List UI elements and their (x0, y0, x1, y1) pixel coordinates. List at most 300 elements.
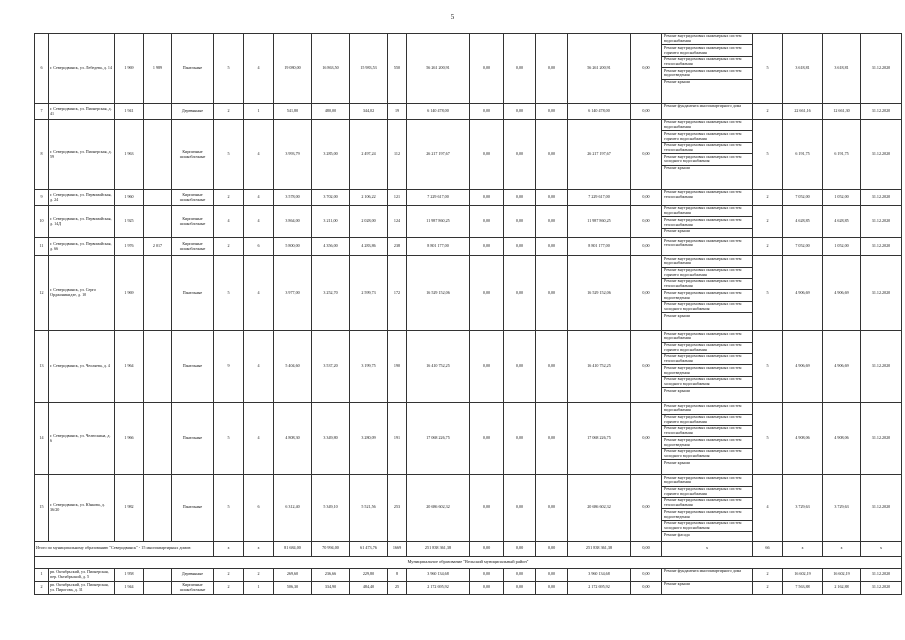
cell-s2: 4 356,00 (312, 238, 350, 256)
work-type-item: Ремонт фундамента многоквартирного дома (664, 568, 742, 573)
work-types-cell (662, 403, 753, 475)
work-type-item: Ремонт внутридомовых инженерных систем горячего водоснабжения (662, 415, 752, 426)
cell-mat: Деревянные (172, 104, 214, 120)
section-cell-y1: 1 944 (115, 581, 144, 594)
work-types-cell (662, 120, 753, 190)
cell-en: 4 (244, 120, 274, 190)
cell-f5: 0,00 (631, 104, 662, 120)
work-type-item: Ремонт внутридомовых инженерных систем водоснабжения (662, 206, 752, 217)
cell-addr: г. Северодвинск, ул. Лебедева, д. 14 (49, 34, 115, 104)
section-cell-s2: 334,90 (312, 581, 350, 594)
cell-s1: 5 800,00 (274, 238, 312, 256)
total-en: x (244, 541, 274, 556)
table-row (35, 190, 902, 206)
section-cell-f4: 2 172 695,92 (568, 581, 631, 594)
cell-f2: 0,00 (504, 256, 536, 331)
cell-f5: 0,00 (631, 331, 662, 403)
cell-s3: 3 280,09 (350, 403, 388, 475)
cell-f3: 0,00 (536, 331, 568, 403)
total-f5: 0,00 (631, 541, 662, 556)
cell-y2 (144, 475, 172, 541)
cell-k: 5 (753, 120, 783, 190)
cell-addr: г. Северодвинск, ул. Чеоляева, д. 4 (49, 331, 115, 403)
section-cell-f1: 0,00 (470, 581, 504, 594)
work-type-item: Ремонт внутридомовых инженерных систем водоотведения (662, 509, 752, 520)
cell-f2: 0,00 (504, 120, 536, 190)
cell-y2 (144, 190, 172, 206)
section-cell-k: 2 (753, 568, 783, 581)
cell-u1: 7 052,00 (783, 238, 823, 256)
cell-f5: 0,00 (631, 34, 662, 104)
work-type-item: Ремонт внутридомовых инженерных систем водоснабжения (662, 256, 752, 267)
cell-addr: г. Северодвинск, ул. Пионерская, д. 59 (49, 120, 115, 190)
cell-en: 1 (244, 104, 274, 120)
cell-k: 4 (753, 475, 783, 541)
cell-en: 4 (244, 256, 274, 331)
cell-y1: 1 963 (115, 120, 144, 190)
section-cell-f2: 0,00 (504, 581, 536, 594)
work-types-cell (662, 34, 753, 104)
cell-p: 253 (388, 475, 407, 541)
cell-u2: 4 906,69 (823, 256, 861, 331)
cell-k: 5 (753, 256, 783, 331)
cell-fl: 2 (214, 190, 244, 206)
section-header-row (35, 556, 902, 568)
work-types-cell (662, 190, 753, 206)
cell-p: 19 (388, 104, 407, 120)
cell-f3: 0,00 (536, 190, 568, 206)
cell-n: 7 (35, 104, 49, 120)
cell-f3: 0,00 (536, 475, 568, 541)
cell-s3: 344,02 (350, 104, 388, 120)
cell-u2: 3 729,63 (823, 475, 861, 541)
cell-addr: г. Северодвинск, ул. Первомайская, д. 14Д (49, 206, 115, 238)
cell-s1: 541,80 (274, 104, 312, 120)
cell-f1: 0,00 (470, 331, 504, 403)
cell-n: 10 (35, 206, 49, 238)
work-type-item: Ремонт фасада (664, 531, 690, 537)
section-cell-f5: 0,00 (631, 581, 662, 594)
section-cell-y2 (144, 581, 172, 594)
cell-p: 191 (388, 403, 407, 475)
work-type-item: Ремонт внутридомовых инженерных систем водоотведения (662, 365, 752, 376)
cell-mat: Панельные (172, 403, 214, 475)
cell-f4: 8 801 177,00 (568, 238, 631, 256)
total-u2: x (823, 541, 861, 556)
work-type-item: Ремонт внутридомовых инженерных систем теплоснабжения (662, 217, 752, 228)
cell-fl: 5 (214, 256, 244, 331)
cell-f5: 0,00 (631, 475, 662, 541)
cell-mat: Кирпичные шлакоблочные (172, 238, 214, 256)
work-type-item: Ремонт внутридомовых инженерных систем теплоснабжения (662, 143, 752, 154)
total-f4: 251 838 361,38 (568, 541, 631, 556)
cell-f4: 7 229 617,00 (568, 190, 631, 206)
table-row (35, 581, 902, 594)
cell-c: 11 987 860,25 (407, 206, 470, 238)
cell-s1: 5 404,60 (274, 331, 312, 403)
cell-d: 31.12.2020 (861, 403, 902, 475)
section-cell-mat: Кирпичные шлакоблочные (172, 581, 214, 594)
cell-f1: 0,00 (470, 34, 504, 104)
work-type-item: Ремонт крыши (664, 581, 690, 586)
cell-fl: 5 (214, 475, 244, 541)
work-types-cell (662, 475, 753, 541)
table-row (35, 256, 902, 331)
cell-addr: г. Северодвинск, ул. Юнкова, д. 36/20 (49, 475, 115, 541)
cell-addr: г. Северодвинск, ул. Пионерская, д. 41 (49, 104, 115, 120)
cell-f2: 0,00 (504, 475, 536, 541)
cell-f1: 0,00 (470, 190, 504, 206)
section-cell-f1: 0,00 (470, 568, 504, 581)
cell-f3: 0,00 (536, 403, 568, 475)
work-types-cell (662, 238, 753, 256)
work-type-item: Ремонт внутридомовых инженерных систем теплоснабжения (662, 354, 752, 365)
cell-u1: 3 729,63 (783, 475, 823, 541)
cell-f2: 0,00 (504, 206, 536, 238)
work-type-item: Ремонт внутридомовых инженерных систем горячего водоснабжения (662, 131, 752, 142)
cell-p: 112 (388, 120, 407, 190)
cell-f1: 0,00 (470, 256, 504, 331)
work-type-item: Ремонт внутридомовых инженерных систем теплоснабжения (662, 498, 752, 509)
cell-s1: 4 808,30 (274, 403, 312, 475)
cell-y1: 1 941 (115, 104, 144, 120)
total-k: 66 (753, 541, 783, 556)
total-f2: 0,00 (504, 541, 536, 556)
cell-f3: 0,00 (536, 34, 568, 104)
cell-en: 6 (244, 475, 274, 541)
cell-y1: 1 969 (115, 34, 144, 104)
cell-k: 5 (753, 34, 783, 104)
total-c: 251 838 361,38 (407, 541, 470, 556)
cell-mat: Панельные (172, 331, 214, 403)
total-label: Итого по муниципальному образованию "Северодвинск" - 15 многоквартирных домов: (35, 541, 214, 556)
cell-f1: 0,00 (470, 475, 504, 541)
table-row (35, 238, 902, 256)
section-cell-fl: 2 (214, 581, 244, 594)
cell-u2: 3 618,81 (823, 34, 861, 104)
cell-f4: 16 410 752,25 (568, 331, 631, 403)
cell-n: 15 (35, 475, 49, 541)
section-cell-addr: рп. Октябрьский, ул. Пионерская, ул. Пирогова, д. 31 (49, 581, 115, 594)
cell-s3: 4 283,86 (350, 238, 388, 256)
total-d: x (861, 541, 902, 556)
section-cell-u1: 16 602,19 (783, 568, 823, 581)
total-row (35, 541, 902, 556)
work-type-item: Ремонт внутридомовых инженерных систем горячего водоснабжения (662, 487, 752, 498)
cell-y2 (144, 120, 172, 190)
table-row (35, 331, 902, 403)
section-cell-en: 2 (244, 568, 274, 581)
cell-d: 31.12.2020 (861, 206, 902, 238)
cell-n: 11 (35, 238, 49, 256)
cell-y2: 2 017 (144, 238, 172, 256)
section-cell-n: 1 (35, 568, 49, 581)
work-type-item: Ремонт внутридомовых инженерных систем горячего водоснабжения (662, 343, 752, 354)
cell-s3: 2 028,00 (350, 206, 388, 238)
capital-repair-register-table (34, 33, 902, 595)
cell-en: 4 (244, 403, 274, 475)
cell-mat: Кирпичные шлакоблочные (172, 120, 214, 190)
cell-p: 124 (388, 206, 407, 238)
cell-c: 6 140 478,00 (407, 104, 470, 120)
cell-c: 16 529 152,06 (407, 256, 470, 331)
cell-y2 (144, 206, 172, 238)
cell-y1: 1 925 (115, 206, 144, 238)
cell-s1: 3 977,00 (274, 256, 312, 331)
cell-s2: 3 349,80 (312, 403, 350, 475)
section-cell-s2: 236,66 (312, 568, 350, 581)
work-type-item: Ремонт внутридомовых инженерных систем водоснабжения (662, 403, 752, 414)
cell-u1: 6 191,75 (783, 120, 823, 190)
cell-d: 31.12.2020 (861, 475, 902, 541)
work-types-cell (662, 256, 753, 331)
work-type-item: Ремонт крыши (664, 387, 690, 393)
cell-s1: 3 993,79 (274, 120, 312, 190)
cell-mat: Панельные (172, 34, 214, 104)
cell-u2: 4 628,85 (823, 206, 861, 238)
work-type-item: Ремонт внутридомовых инженерных систем водоотведения (662, 437, 752, 448)
cell-p: 550 (388, 34, 407, 104)
cell-fl: 5 (214, 34, 244, 104)
total-u1: x (783, 541, 823, 556)
cell-f4: 20 686 602,32 (568, 475, 631, 541)
cell-y1: 1 982 (115, 475, 144, 541)
cell-s2: 3 211,00 (312, 206, 350, 238)
work-type-item: Ремонт внутридомовых инженерных систем теплоснабжения (664, 189, 742, 200)
cell-d: 31.12.2020 (861, 256, 902, 331)
work-type-item: Ремонт крыши (664, 459, 690, 465)
section-cell-d: 31.12.2020 (861, 568, 902, 581)
cell-u2: 1 052,00 (823, 190, 861, 206)
section-cell-y1: 1 958 (115, 568, 144, 581)
cell-u1: 22 661,16 (783, 104, 823, 120)
cell-s3: 2 599,73 (350, 256, 388, 331)
work-type-item: Ремонт крыши (664, 164, 690, 170)
cell-u2: 12 661,30 (823, 104, 861, 120)
work-type-item: Ремонт внутридомовых инженерных систем холодного водоснабжения (662, 449, 752, 460)
cell-k: 2 (753, 104, 783, 120)
cell-en: 4 (244, 206, 274, 238)
cell-u1: 7 052,00 (783, 190, 823, 206)
total-fl: x (214, 541, 244, 556)
section-cell-n: 2 (35, 581, 49, 594)
section-cell-mat: Деревянные (172, 568, 214, 581)
cell-s2: 3 537,20 (312, 331, 350, 403)
work-type-item: Ремонт крыши (664, 312, 690, 318)
cell-f1: 0,00 (470, 120, 504, 190)
cell-f5: 0,00 (631, 120, 662, 190)
cell-c: 7 229 617,00 (407, 190, 470, 206)
cell-fl: 9 (214, 331, 244, 403)
cell-y2 (144, 104, 172, 120)
cell-en: 6 (244, 238, 274, 256)
cell-k: 2 (753, 238, 783, 256)
cell-f4: 16 529 152,06 (568, 256, 631, 331)
cell-s1: 6 312,40 (274, 475, 312, 541)
section-cell-c: 2 172 695,92 (407, 581, 470, 594)
cell-c: 26 217 197,67 (407, 120, 470, 190)
cell-s2: 5 349,10 (312, 475, 350, 541)
cell-u1: 3 618,81 (783, 34, 823, 104)
cell-y2: 1 989 (144, 34, 172, 104)
cell-f1: 0,00 (470, 403, 504, 475)
cell-f2: 0,00 (504, 238, 536, 256)
cell-f2: 0,00 (504, 104, 536, 120)
cell-p: 190 (388, 331, 407, 403)
work-type-item: Ремонт внутридомовых инженерных систем теплоснабжения (662, 279, 752, 290)
cell-s2: 16 863,50 (312, 34, 350, 104)
cell-n: 14 (35, 403, 49, 475)
cell-s3: 2 106,22 (350, 190, 388, 206)
cell-s1: 3 864,00 (274, 206, 312, 238)
section-cell-s3: 484,40 (350, 581, 388, 594)
cell-u1: 4 908,06 (783, 403, 823, 475)
cell-k: 2 (753, 190, 783, 206)
cell-k: 2 (753, 206, 783, 238)
cell-y1: 1 969 (115, 256, 144, 331)
cell-f5: 0,00 (631, 206, 662, 238)
cell-s1: 3 578,00 (274, 190, 312, 206)
cell-f5: 0,00 (631, 256, 662, 331)
cell-f3: 0,00 (536, 206, 568, 238)
table-row (35, 120, 902, 190)
cell-y1: 1 976 (115, 238, 144, 256)
cell-f4: 6 140 478,00 (568, 104, 631, 120)
cell-f3: 0,00 (536, 256, 568, 331)
table-row (35, 206, 902, 238)
table-row (35, 475, 902, 541)
cell-s3: 15 983,53 (350, 34, 388, 104)
cell-k: 5 (753, 331, 783, 403)
cell-u1: 4 628,85 (783, 206, 823, 238)
cell-n: 12 (35, 256, 49, 331)
cell-f3: 0,00 (536, 104, 568, 120)
work-type-item: Ремонт внутридомовых инженерных систем горячего водоснабжения (662, 45, 752, 56)
work-type-item: Ремонт крыши (664, 78, 690, 84)
cell-p: 121 (388, 190, 407, 206)
work-type-item: Ремонт внутридомовых инженерных систем водоотведения (662, 68, 752, 79)
cell-mat: Панельные (172, 475, 214, 541)
cell-f2: 0,00 (504, 403, 536, 475)
cell-d: 31.12.2020 (861, 104, 902, 120)
table-row (35, 403, 902, 475)
cell-fl: 5 (214, 120, 244, 190)
work-type-item: Ремонт внутридомовых инженерных систем холодного водоснабжения (662, 154, 752, 165)
cell-fl: 2 (214, 238, 244, 256)
cell-f5: 0,00 (631, 403, 662, 475)
table-row (35, 104, 902, 120)
cell-f5: 0,00 (631, 238, 662, 256)
cell-f5: 0,00 (631, 190, 662, 206)
section-cell-f3: 0,00 (536, 568, 568, 581)
total-w: x (662, 541, 753, 556)
work-type-item: Ремонт внутридомовых инженерных систем холодного водоснабжения (662, 302, 752, 313)
cell-s3: 5 521,56 (350, 475, 388, 541)
cell-f4: 56 261 200,91 (568, 34, 631, 104)
section-cell-en: 1 (244, 581, 274, 594)
section-cell-f4: 3 960 134,68 (568, 568, 631, 581)
cell-f2: 0,00 (504, 331, 536, 403)
cell-mat: Панельные (172, 256, 214, 331)
cell-addr: г. Северодвинск, ул. Челюскина, д. 6 (49, 403, 115, 475)
cell-f3: 0,00 (536, 238, 568, 256)
work-type-item: Ремонт внутридомовых инженерных систем водоотведения (662, 290, 752, 301)
total-f3: 0,00 (536, 541, 568, 556)
cell-n: 6 (35, 34, 49, 104)
cell-n: 8 (35, 120, 49, 190)
section-cell-p: 8 (388, 568, 407, 581)
work-types-cell (662, 104, 753, 120)
cell-mat: Кирпичные шлакоблочные (172, 206, 214, 238)
cell-d: 31.12.2020 (861, 190, 902, 206)
work-type-item: Ремонт внутридомовых инженерных систем водоснабжения (662, 120, 752, 131)
work-type-item: Ремонт внутридомовых инженерных систем теплоснабжения (662, 426, 752, 437)
section-cell-f5: 0,00 (631, 568, 662, 581)
section-cell-p: 25 (388, 581, 407, 594)
cell-y2 (144, 403, 172, 475)
cell-f1: 0,00 (470, 238, 504, 256)
cell-mat: Кирпичные шлакоблочные (172, 190, 214, 206)
cell-fl: 4 (214, 206, 244, 238)
cell-en: 4 (244, 331, 274, 403)
section-cell-y2 (144, 568, 172, 581)
cell-n: 13 (35, 331, 49, 403)
cell-f1: 0,00 (470, 104, 504, 120)
table-row (35, 34, 902, 104)
section-cell-addr: рп. Октябрьский, ул. Пионерская, пер. Октябрьский, д. 5 (49, 568, 115, 581)
work-type-item: Ремонт внутридомовых инженерных систем теплоснабжения (662, 57, 752, 68)
cell-f2: 0,00 (504, 190, 536, 206)
cell-s2: 3 252,70 (312, 256, 350, 331)
work-type-item: Ремонт внутридомовых инженерных систем водоснабжения (662, 331, 752, 342)
cell-c: 17 068 226,75 (407, 403, 470, 475)
section-title: Муниципальное образование "Вельский муниципальный район" (35, 556, 902, 568)
section-cell-fl: 2 (214, 568, 244, 581)
cell-f3: 0,00 (536, 120, 568, 190)
cell-y2 (144, 256, 172, 331)
section-cell-d: 31.12.2020 (861, 581, 902, 594)
cell-f4: 11 987 860,25 (568, 206, 631, 238)
work-type-item: Ремонт внутридомовых инженерных систем холодного водоснабжения (662, 521, 752, 532)
cell-f4: 17 068 226,75 (568, 403, 631, 475)
work-type-item: Ремонт крыши (664, 228, 690, 234)
work-types-cell (662, 331, 753, 403)
page-number: 5 (450, 13, 455, 21)
cell-c: 8 801 177,00 (407, 238, 470, 256)
total-s2: 70 994,00 (312, 541, 350, 556)
cell-addr: г. Северодвинск, ул. Первомайская, д. 24 (49, 190, 115, 206)
cell-f1: 0,00 (470, 206, 504, 238)
section-cell-f3: 0,00 (536, 581, 568, 594)
section-cell-u2: 2 162,88 (823, 581, 861, 594)
cell-s2: 3 702,00 (312, 190, 350, 206)
cell-u1: 4 906,69 (783, 331, 823, 403)
work-type-item: Ремонт внутридомовых инженерных систем водоснабжения (662, 475, 752, 486)
cell-c: 56 261 200,91 (407, 34, 470, 104)
cell-y1: 1 960 (115, 190, 144, 206)
section-cell-u2: 16 602,19 (823, 568, 861, 581)
section-cell-s1: 506,30 (274, 581, 312, 594)
cell-d: 31.12.2020 (861, 34, 902, 104)
section-cell-s1: 269,60 (274, 568, 312, 581)
section-cell-u1: 7 563,88 (783, 581, 823, 594)
cell-f4: 26 217 197,67 (568, 120, 631, 190)
cell-s2: 3 285,00 (312, 120, 350, 190)
cell-addr: г. Северодвинск, ул. Первомайская, д. 66 (49, 238, 115, 256)
cell-c: 16 410 752,25 (407, 331, 470, 403)
cell-addr: г. Северодвинск, ул. Серго Орджоникидзе, д. 10 (49, 256, 115, 331)
cell-d: 31.12.2020 (861, 120, 902, 190)
